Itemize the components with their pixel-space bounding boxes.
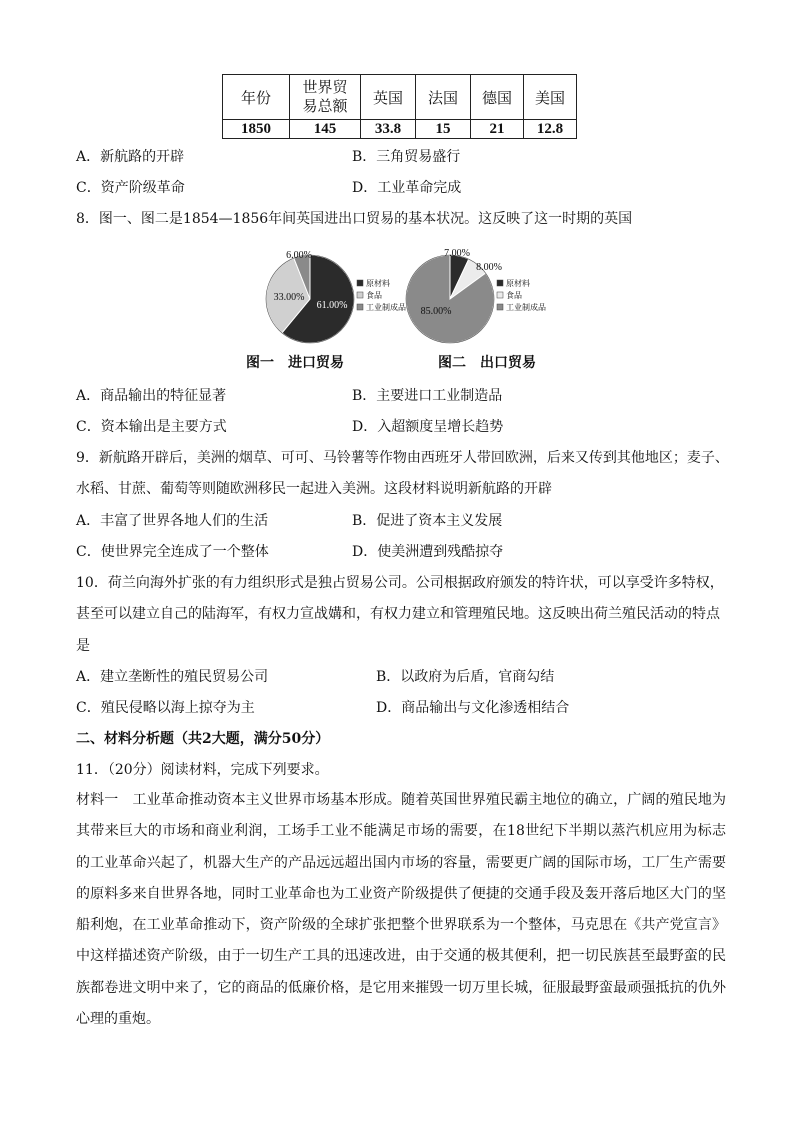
material-line: 其带来巨大的市场和商业利润，工场手工业不能满足市场的需要，在18世纪下半期以蒸汽机应用为标志 bbox=[76, 823, 726, 840]
header-cell-usa: 美国 bbox=[524, 75, 577, 120]
q10-stem-line2: 甚至可以建立自己的陆海军，有权力宣战媾和，有权力建立和管理殖民地。这反映出荷兰殖民活动的特点 bbox=[76, 606, 720, 622]
trade-pie-charts bbox=[0, 248, 794, 373]
q7-option-b: B．三角贸易盛行 bbox=[352, 149, 461, 165]
cell-usa: 12.8 bbox=[524, 120, 577, 139]
q8-stem: 8．图一、图二是1854—1856年间英国进出口贸易的基本状况。这反映了这一时期的英国 bbox=[76, 211, 633, 227]
pie1-data-label-2: 33.00% bbox=[273, 292, 305, 303]
cell-germany: 21 bbox=[471, 120, 524, 139]
section-2-heading: 二、材料分析题（共2大题，满分50分） bbox=[76, 731, 330, 747]
material-line: 中这样描述资产阶级，由于一切生产工具的迅速改进，由于交通的极其便利，把一切民族甚至最野蛮的民 bbox=[76, 948, 726, 965]
material-line: 的原料多来自世界各地，同时工业革命也为工业资产阶级提供了便捷的交通手段及轰开落后地区大门的坚 bbox=[76, 885, 726, 902]
pie1-legend-label-3: 工业制成品 bbox=[366, 303, 406, 312]
q10-stem-line1: 10．荷兰向海外扩张的有力组织形式是独占贸易公司。公司根据政府颁发的特许状，可以享受许多特权， bbox=[76, 575, 724, 591]
header-world-line2: 易总额 bbox=[302, 97, 348, 115]
q8-option-c: C．资本输出是主要方式 bbox=[76, 419, 227, 435]
q9-option-a: A．丰富了世界各地人们的生活 bbox=[76, 513, 269, 529]
q9-option-c: C．使世界完全连成了一个整体 bbox=[76, 544, 269, 560]
q11-material-1 bbox=[76, 785, 726, 1035]
q7-option-c: C．资产阶级革命 bbox=[76, 180, 185, 196]
q10-option-c: C．殖民侵略以海上掠夺为主 bbox=[76, 700, 255, 716]
pie2-legend-swatch-1 bbox=[497, 280, 503, 286]
trade-table bbox=[222, 74, 577, 139]
q11-stem: 11．（20分）阅读材料，完成下列要求。 bbox=[76, 762, 329, 778]
pie1-legend-label-1: 原材料 bbox=[366, 279, 390, 288]
q8-option-d: D．入超额度呈增长趋势 bbox=[352, 419, 504, 435]
header-cell-uk: 英国 bbox=[361, 75, 416, 120]
q10-option-b: B．以政府为后盾，官商勾结 bbox=[376, 669, 555, 685]
q9-option-b: B．促进了资本主义发展 bbox=[352, 513, 503, 529]
pie1-legend-swatch-1 bbox=[357, 280, 363, 286]
q9-option-d: D．使美洲遭到残酷掠夺 bbox=[352, 544, 504, 560]
q9-stem-line1: 9．新航路开辟后，美洲的烟草、可可、马铃薯等作物由西班牙人带回欧洲，后来又传到其他地区；麦子、 bbox=[76, 450, 729, 466]
pie2-data-label-2: 8.00% bbox=[476, 262, 502, 273]
pie2-data-label-3: 85.00% bbox=[420, 306, 452, 317]
material-line: 的工业革命兴起了，机器大生产的产品远远超出国内市场的容量，需要更广阔的国际市场，工厂生产需要 bbox=[76, 854, 726, 871]
material-line: 心理的重炮。 bbox=[76, 1011, 160, 1028]
pie2-legend-label-2: 食品 bbox=[506, 291, 522, 300]
header-cell-france: 法国 bbox=[416, 75, 471, 120]
pie1-data-label-1: 61.00% bbox=[316, 300, 348, 311]
q10-stem-line3: 是 bbox=[76, 638, 90, 654]
cell-uk: 33.8 bbox=[361, 120, 416, 139]
pie2-legend-swatch-2 bbox=[497, 292, 503, 298]
pie2-legend-label-3: 工业制成品 bbox=[506, 303, 546, 312]
figure2-caption: 图二 出口贸易 bbox=[438, 355, 536, 371]
q10-option-d: D．商品输出与文化渗透相结合 bbox=[376, 700, 570, 716]
pie2-legend-label-1: 原材料 bbox=[506, 279, 530, 288]
q7-option-d: D．工业革命完成 bbox=[352, 180, 462, 196]
q7-option-a: A．新航路的开辟 bbox=[76, 149, 185, 165]
pie2-data-label-1: 7.00% bbox=[444, 248, 470, 259]
cell-france: 15 bbox=[416, 120, 471, 139]
cell-world-total: 145 bbox=[290, 120, 361, 139]
material-line: 船利炮，在工业革命推动下，资产阶级的全球扩张把整个世界联系为一个整体，马克思在《共产党宣言》 bbox=[76, 917, 726, 934]
pie1-legend-swatch-3 bbox=[357, 304, 363, 310]
pie1-data-label-3: 6.00% bbox=[286, 250, 312, 261]
header-world-line1: 世界贸 bbox=[302, 78, 348, 96]
q8-option-b: B．主要进口工业制造品 bbox=[352, 388, 503, 404]
trade-table-container bbox=[222, 74, 577, 139]
header-cell-year: 年份 bbox=[223, 75, 290, 120]
pie1-legend-label-2: 食品 bbox=[366, 291, 382, 300]
pie1-legend-swatch-2 bbox=[357, 292, 363, 298]
q10-option-a: A．建立垄断性的殖民贸易公司 bbox=[76, 669, 269, 685]
cell-year: 1850 bbox=[223, 120, 290, 139]
pie2-legend-swatch-3 bbox=[497, 304, 503, 310]
header-cell-world-total bbox=[290, 75, 361, 120]
header-cell-germany: 德国 bbox=[471, 75, 524, 120]
table-header-row bbox=[223, 75, 577, 120]
figure1-caption: 图一 进口贸易 bbox=[246, 355, 344, 371]
material-line: 材料一 工业革命推动资本主义世界市场基本形成。随着英国世界殖民霸主地位的确立，广阔的殖民地为 bbox=[76, 792, 726, 808]
material-line: 族都卷进文明中来了，它的商品的低廉价格，是它用来摧毁一切万里长城，征服最野蛮最顽强抵抗的仇外 bbox=[76, 979, 726, 996]
table-row bbox=[223, 120, 577, 139]
q9-stem-line2: 水稻、甘蔗、葡萄等则随欧洲移民一起进入美洲。这段材料说明新航路的开辟 bbox=[76, 481, 552, 497]
q8-option-a: A．商品输出的特征显著 bbox=[76, 388, 227, 404]
